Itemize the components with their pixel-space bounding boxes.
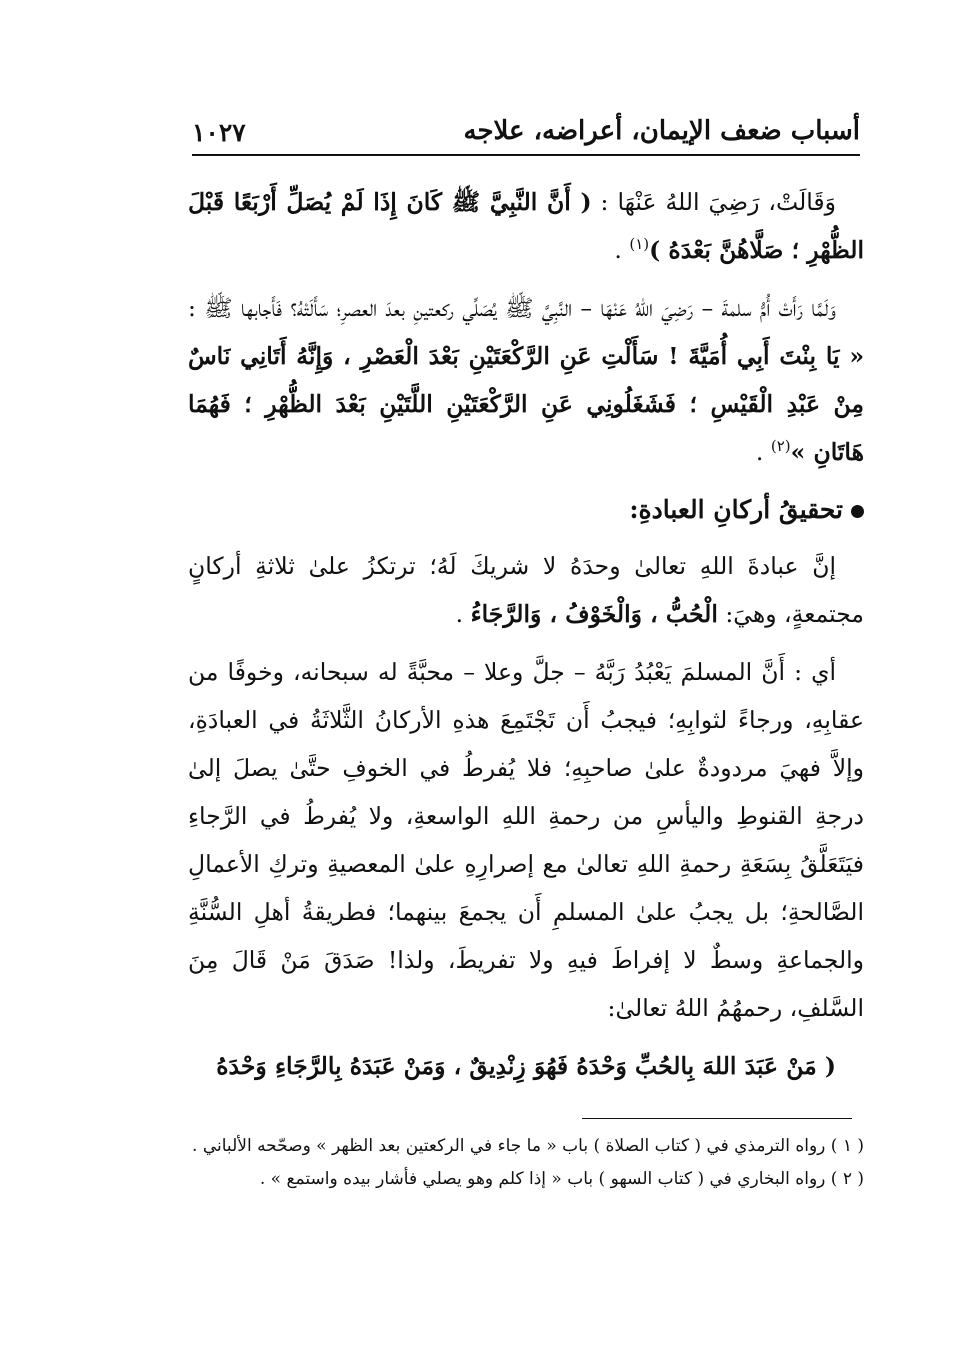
section-heading	[188, 488, 864, 532]
paragraph-3-tail: .	[455, 600, 471, 628]
footnote-ref-2: (٢)	[770, 437, 791, 456]
hadith-quote-2: « يَا بِنْتَ أَبِي أُمَيَّةَ ! سَأَلْتِ عَنِ الرَّكْعَتَيْنِ بَعْدَ الْعَصْرِ ، وَإِنَّهُ أَتَانِي نَاسٌ مِنْ عَبْدِ الْقَيْسِ ؛ فَشَغَلُونِي عَنِ الرَّكْعَتَيْنِ اللَّتَيْنِ بَعْدَ الظُّهْرِ ؛ فَهُمَا هَاتَانِ »	[188, 342, 864, 466]
footnote-2: ( ٢ ) رواه البخاري في ( كتاب السهو ) باب « إذا كلم وهو يصلي فأشار بيده واستمع » .	[259, 1169, 864, 1189]
paragraph-1-tail: .	[614, 236, 630, 264]
paragraph-2-lead: وَلَمَّا رَأَتْ أُمُّ سلمةَ – رَضِيَ اللهُ عَنْهَا – النَّبِيَّ ﷺ يُصَلِّي ركعتينِ بعدَ العصرِ؛ سَأَلَتْهُ؟ فَأَجابها ﷺ :	[188, 294, 836, 322]
paragraph-3	[188, 542, 864, 638]
footnote-rule	[582, 1118, 852, 1119]
footnote-ref-1: (١)	[629, 235, 650, 254]
section-heading-text: تحقيقُ أركانِ العبادةِ:	[629, 495, 843, 524]
footnote-1: ( ١ ) رواه الترمذي في ( كتاب الصلاة ) باب « ما جاء في الركعتين بعد الظهر » وصحّحه الألباني .	[192, 1136, 864, 1156]
paragraph-3-lead: إنَّ عبادةَ اللهِ تعالىٰ وحدَهُ لا شريكَ لَهُ؛ ترتكزُ علىٰ ثلاثةِ أركانٍ مجتمعةٍ، وهيَ:	[188, 552, 864, 628]
page-body	[188, 178, 864, 1090]
paragraph-3-emphasis: الْحُبُّ ، وَالْخَوْفُ ، وَالرَّجَاءُ	[470, 600, 718, 628]
hadith-quote-1: ( أَنَّ النَّبِيَّ ﷺ كَانَ إِذَا لَمْ يُصَلِّ أَرْبَعًا قَبْلَ الظُّهْرِ ؛ صَلَّاهُنَّ بَعْدَهُ )	[188, 188, 864, 264]
paragraph-5-quote: ( مَنْ عَبَدَ اللهَ بِالحُبِّ وَحْدَهُ فَهُوَ زِنْدِيقٌ ، وَمَنْ عَبَدَهُ بِالرَّجَاءِ وَحْدَهُ	[216, 1052, 836, 1080]
paragraph-2	[188, 284, 864, 476]
bullet-icon	[851, 505, 864, 518]
paragraph-1-lead: وَقَالَتْ، رَضِيَ اللهُ عَنْهَا :	[591, 188, 836, 216]
footnotes	[188, 1130, 864, 1196]
header-rule	[192, 154, 860, 156]
running-title: أسباب ضعف الإيمان، أعراضه، علاجه	[463, 116, 860, 146]
paragraph-4: أي : أَنَّ المسلمَ يَعْبُدُ رَبَّهُ – جلَّ وعلا – محبَّةً له سبحانه، وخوفًا من عقابِهِ، ورجاءً لثوابِهِ؛ فيجبُ أَن تَجْتَمِعَ هذهِ الأركانُ الثَّلاثَةُ في العبادَةِ، وإلاَّ فهيَ مردودةٌ علىٰ صاحبِهِ؛ فلا يُفرطُ في الخوفِ حتَّىٰ يصلَ إلىٰ درجةِ القنوطِ واليأسِ من رحمةِ اللهِ الواسعةِ، ولا يُفرطُ في الرَّجاءِ فيَتَعَلَّقُ بِسَعَةِ رحمةِ اللهِ تعالىٰ مع إصرارِهِ علىٰ المعصيةِ وتركِ الأعمالِ الصَّالحةِ؛ بل يجبُ علىٰ المسلمِ أَن يجمعَ بينهما؛ فطريقةُ أهلِ السُّنَّةِ والجماعةِ وسطٌ لا إفراطَ فيهِ ولا تفريطَ، ولذا! صَدَقَ مَنْ قَالَ مِنَ السَّلفِ، رحمهُمُ اللهُ تعالىٰ:	[188, 658, 865, 1022]
page-header	[192, 112, 860, 156]
paragraph-1	[188, 178, 864, 274]
paragraph-2-tail: .	[755, 438, 771, 466]
page-number: ١٠٢٧	[192, 118, 246, 147]
